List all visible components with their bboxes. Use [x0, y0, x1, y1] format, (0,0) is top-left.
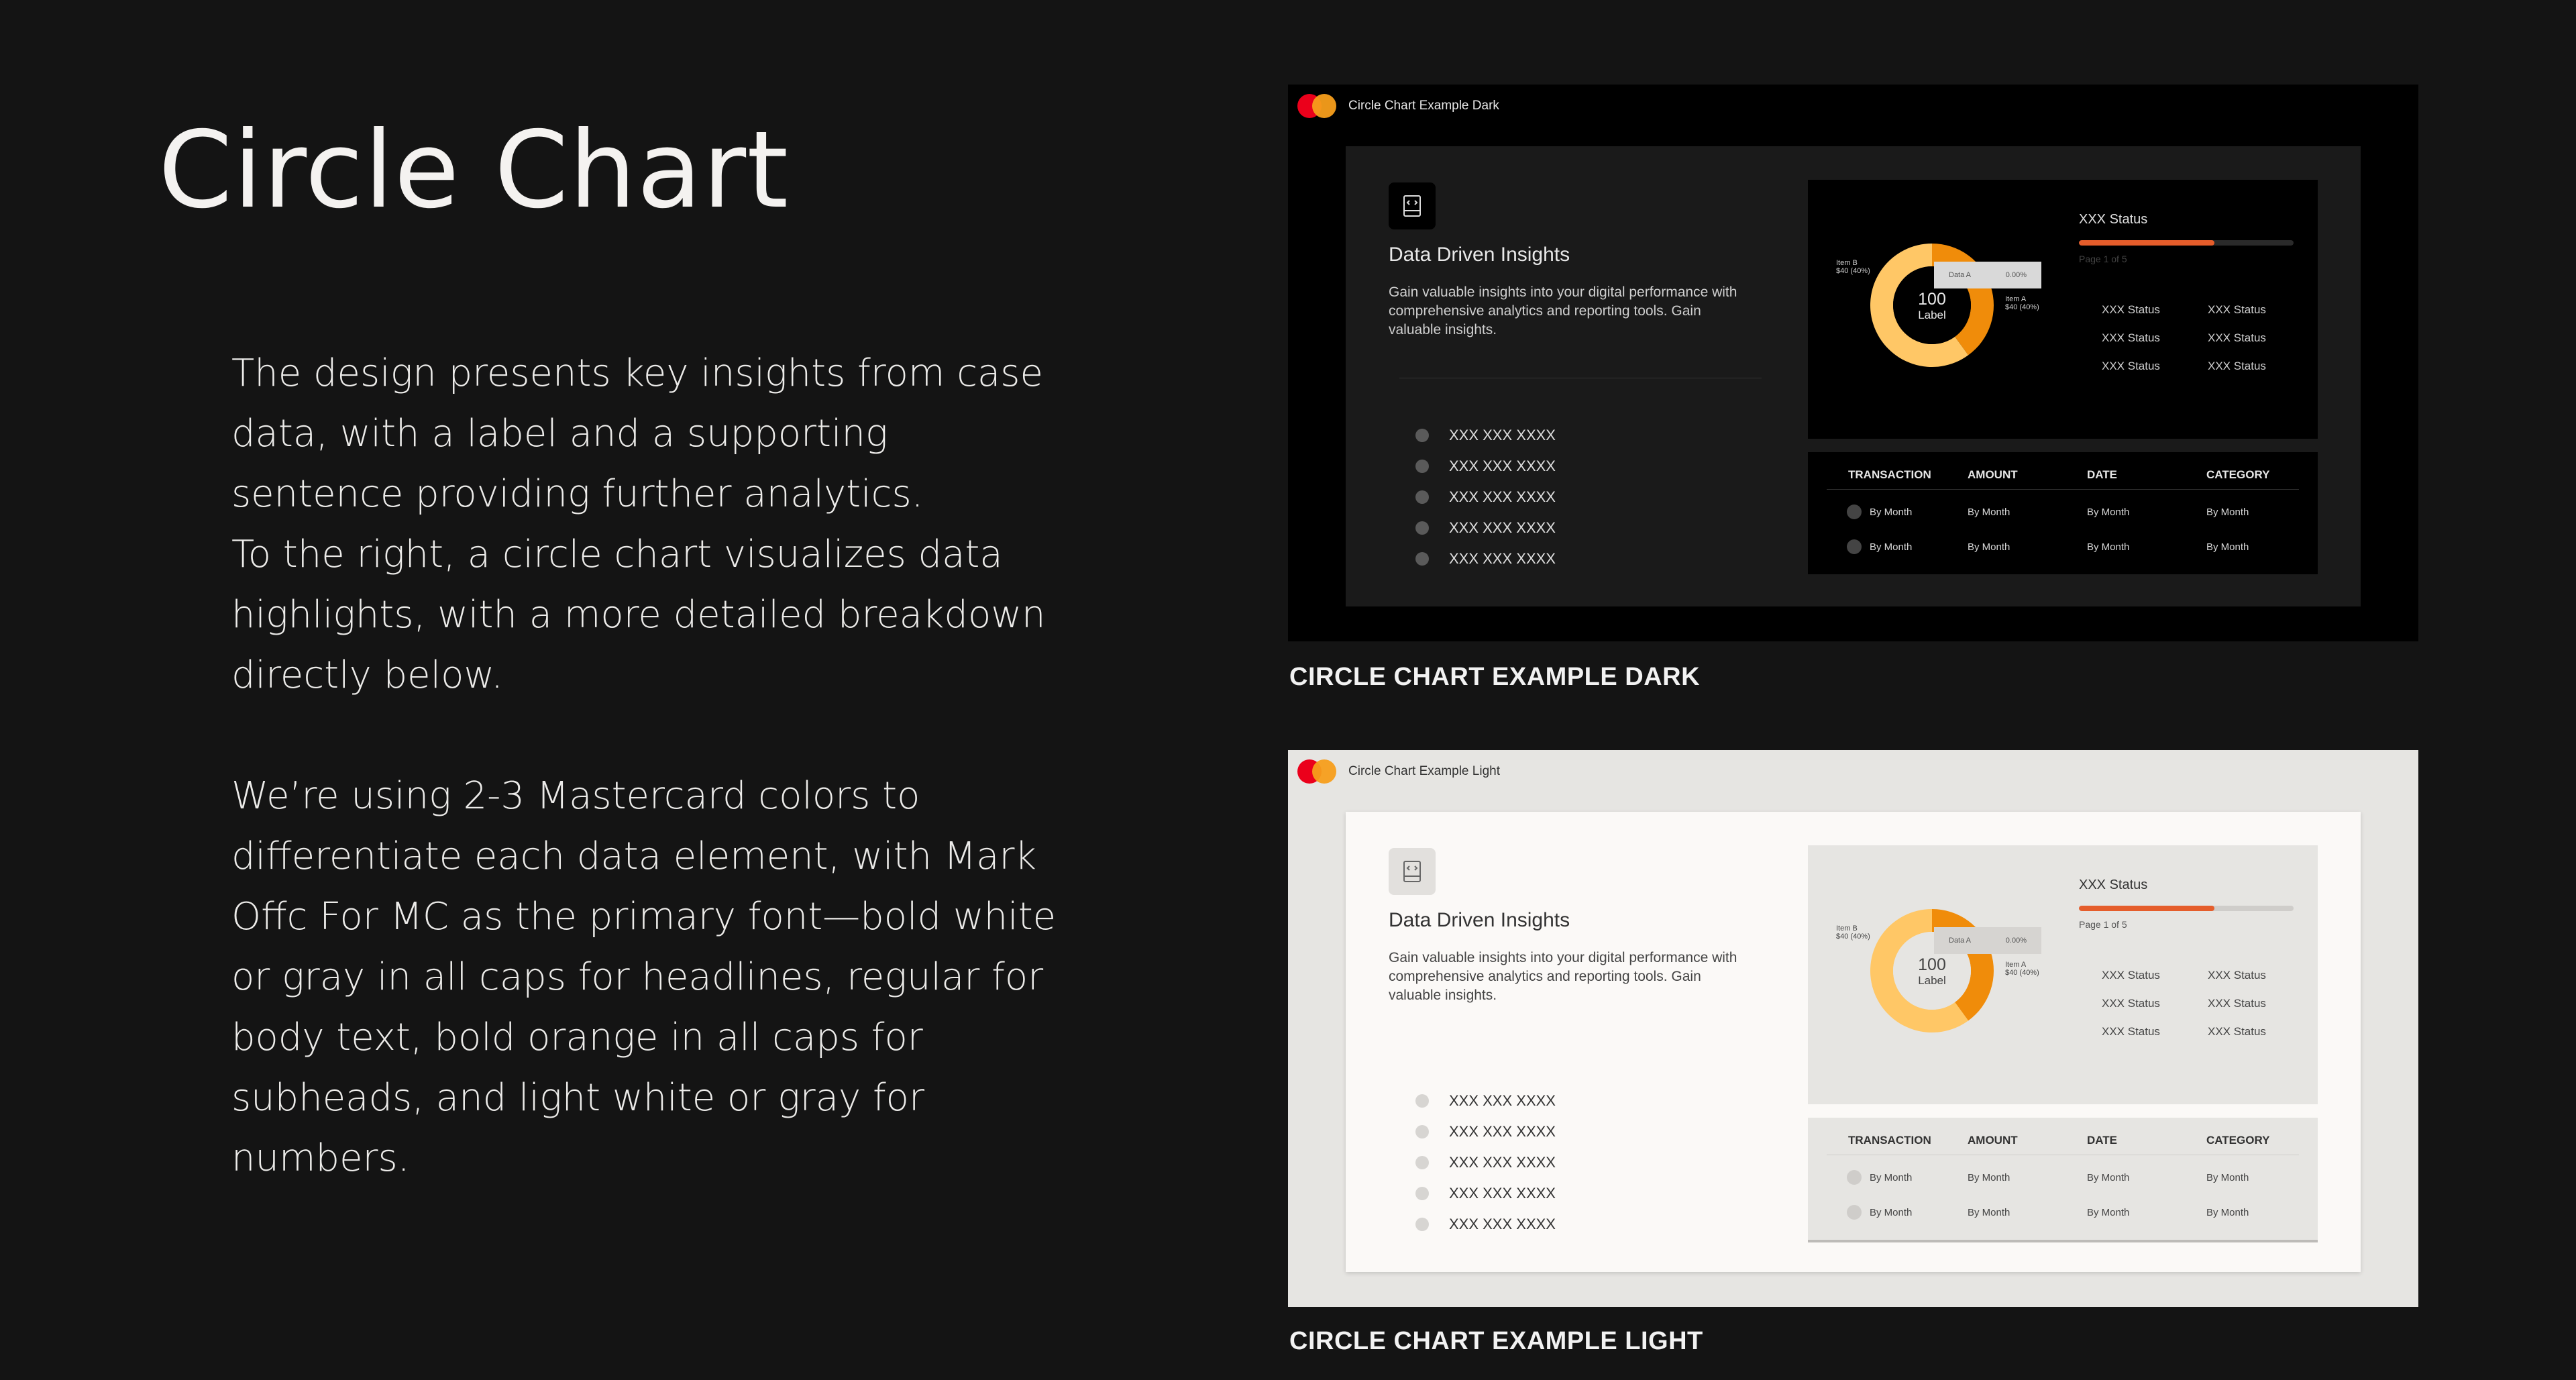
list-item: XXX XXX XXXX — [1415, 1147, 1556, 1178]
caption-light: CIRCLE CHART EXAMPLE LIGHT — [1289, 1327, 1703, 1355]
progress-bar — [2079, 906, 2294, 911]
list-item: XXX XXX XXXX — [1415, 1085, 1556, 1116]
table-row: By Month By Month By Month By Month — [1848, 537, 2304, 557]
item-a-label: Item A $40 (40%) — [2005, 961, 2039, 977]
slide-header — [1297, 759, 1500, 784]
chart-panel — [1808, 180, 2318, 439]
data-table — [1808, 452, 2318, 574]
caption-dark: CIRCLE CHART EXAMPLE DARK — [1289, 663, 1701, 691]
list-item: XXX XXX XXXX — [1415, 513, 1556, 543]
item-b-label: Item B $40 (40%) — [1836, 924, 1870, 941]
colors-paragraph — [231, 766, 1070, 1189]
table-row: By Month By Month By Month By Month — [1848, 502, 2304, 522]
status-item: XXX Status — [2102, 969, 2160, 981]
status-item: XXX Status — [2102, 1025, 2160, 1038]
intro-paragraph — [231, 343, 1070, 706]
progress-fill — [2079, 906, 2214, 911]
status-item: XXX Status — [2208, 360, 2266, 372]
status-title: XXX Status — [2079, 878, 2148, 892]
mastercard-logo — [1297, 759, 1338, 784]
status-item: XXX Status — [2208, 1025, 2266, 1038]
slide-header — [1297, 94, 1499, 118]
mastercard-logo — [1297, 94, 1338, 118]
progress-bar — [2079, 240, 2294, 246]
status-grid — [2102, 303, 2314, 373]
table-row: By Month By Month By Month By Month — [1848, 1202, 2304, 1222]
list-item: XXX XXX XXXX — [1415, 543, 1556, 574]
card-description: Gain valuable insights into your digital performance with comprehensive analytics and reporting tools. Gain valuable insights. — [1389, 284, 1737, 337]
table-header: TRANSACTION AMOUNT DATE CATEGORY — [1848, 468, 2270, 481]
example-slide-dark — [1288, 85, 2418, 641]
page-title: Circle Chart — [158, 109, 790, 232]
status-item: XXX Status — [2102, 303, 2160, 316]
table-header: TRANSACTION AMOUNT DATE CATEGORY — [1848, 1134, 2270, 1147]
card-title: Data Driven Insights — [1389, 244, 1570, 266]
slide-label: Circle Chart Example Light — [1348, 764, 1500, 778]
page-indicator: Page 1 of 5 — [2079, 919, 2127, 930]
donut-center-value: 100 — [1918, 955, 1946, 974]
status-item: XXX Status — [2208, 997, 2266, 1010]
status-title: XXX Status — [2079, 212, 2148, 227]
insight-card — [1346, 146, 2361, 606]
donut-center-value: 100 — [1918, 290, 1946, 309]
chart-tooltip: Data A 0.00% — [1934, 262, 2041, 288]
donut-center-label: Label — [1918, 974, 1946, 987]
colors-note: We’re using 2-3 Mastercard colors to differentiate each data element, with Mark Offc For MC as the primary font—bold white or gray in all caps for headlines, regular for body text, bold orange in all caps for subheads, and light white or gray for numbers. — [231, 774, 1057, 1180]
status-item: XXX Status — [2208, 331, 2266, 344]
status-item: XXX Status — [2102, 360, 2160, 372]
bullet-list — [1415, 1085, 1556, 1240]
list-item: XXX XXX XXXX — [1415, 451, 1556, 482]
table-rule — [1827, 489, 2299, 490]
chart-panel — [1808, 845, 2318, 1104]
bullet-list — [1415, 420, 1556, 574]
status-item: XXX Status — [2102, 997, 2160, 1010]
insight-card — [1346, 812, 2361, 1272]
status-item: XXX Status — [2208, 303, 2266, 316]
data-table — [1808, 1118, 2318, 1242]
page-indicator: Page 1 of 5 — [2079, 254, 2127, 264]
divider — [1399, 1043, 1762, 1044]
example-slide-light — [1288, 750, 2418, 1307]
item-b-label: Item B $40 (40%) — [1836, 259, 1870, 275]
table-row: By Month By Month By Month By Month — [1848, 1167, 2304, 1187]
item-a-label: Item A $40 (40%) — [2005, 295, 2039, 311]
donut-center-label: Label — [1918, 309, 1946, 321]
code-document-icon — [1389, 182, 1436, 229]
card-description: Gain valuable insights into your digital performance with comprehensive analytics and reporting tools. Gain valuable insights. — [1389, 950, 1737, 1003]
card-title: Data Driven Insights — [1389, 909, 1570, 931]
status-grid — [2102, 969, 2314, 1039]
status-item: XXX Status — [2102, 331, 2160, 344]
list-item: XXX XXX XXXX — [1415, 420, 1556, 451]
progress-fill — [2079, 240, 2214, 246]
list-item: XXX XXX XXXX — [1415, 1178, 1556, 1209]
status-item: XXX Status — [2208, 969, 2266, 981]
list-item: XXX XXX XXXX — [1415, 482, 1556, 513]
list-item: XXX XXX XXXX — [1415, 1116, 1556, 1147]
list-item: XXX XXX XXXX — [1415, 1209, 1556, 1240]
slide-label: Circle Chart Example Dark — [1348, 99, 1499, 113]
code-document-icon — [1389, 848, 1436, 895]
chart-tooltip: Data A 0.00% — [1934, 927, 2041, 954]
intro-line-2: To the right, a circle chart visualizes data highlights, with a more detailed breakdown directly below. — [231, 533, 1046, 697]
intro-line-1: The design presents key insights from case data, with a label and a supporting sentence providing further analytics. — [231, 352, 1043, 516]
